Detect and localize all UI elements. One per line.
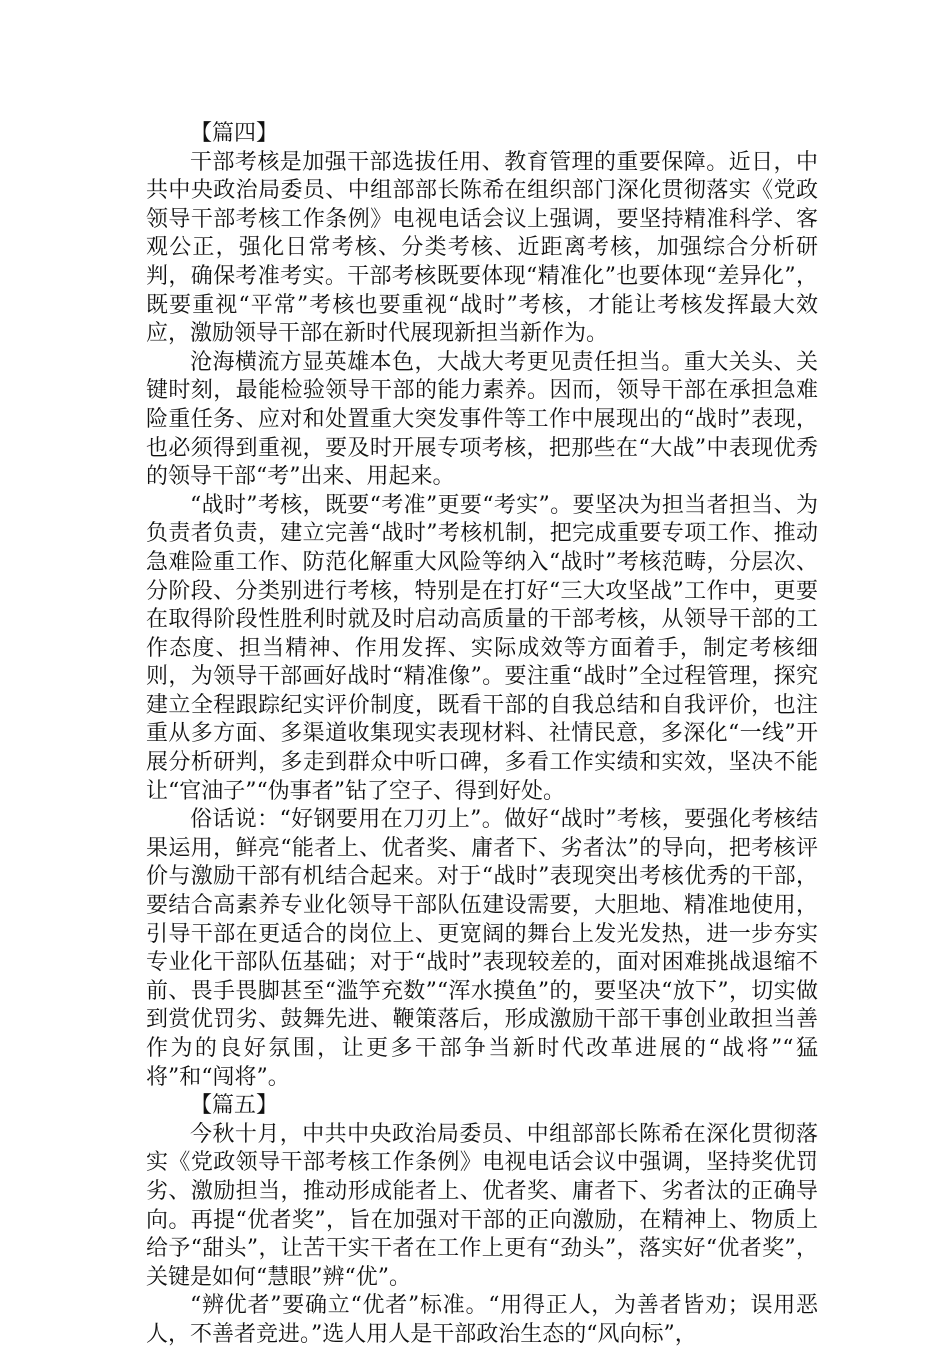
paragraph: 俗话说：“好钢要用在刀刃上”。做好“战时”考核，要强化考核结果运用，鲜亮“能者上、优者奖、庸者下、劣者汰”的导向，把考核评价与激励干部有机结合起来。对于“战时”表现突出考核优秀的干部，要结合高素养专业化领导干部队伍建设需要，大胆地、精准地使用，引导干部在更适合的岗位上、更宽阔的舞台上发光发热，进一步夯实专业化干部队伍基础；对于“战时”表现较差的，面对困难挑战退缩不前、畏手畏脚甚至“滥竽充数”“浑水摸鱼”的，要坚决“放下”，切实做到赏优罚劣、鼓舞先进、鞭策落后，形成激励干部干事创业敢担当善作为的良好氛围，让更多干部争当新时代改革进展的“战将”“猛将”和“闯将”。: [146, 807, 818, 1090]
paragraph: “辨优者”要确立“优者”标准。“用得正人，为善者皆劝；误用恶人，不善者竞进。”选人用人是干部政治生态的“风向标”，: [146, 1293, 818, 1347]
paragraph: 今秋十月，中共中央政治局委员、中组部部长陈希在深化贯彻落实《党政领导干部考核工作条例》电视电话会议中强调，坚持奖优罚劣、激励担当，推动形成能者上、优者奖、庸者下、劣者汰的正确导向。再提“优者奖”，旨在加强对干部的正向激励，在精神上、物质上给予“甜头”，让苦干实干者在工作上更有“劲头”，落实好“优者奖”，关键是如何“慧眼”辨“优”。: [146, 1121, 818, 1290]
document-page: [146, 120, 818, 1350]
section-heading: 【篇五】: [190, 1093, 279, 1119]
paragraph: “战时”考核，既要“考准”更要“考实”。要坚决为担当者担当、为负责者负责，建立完善“战时”考核机制，把完成重要专项工作、推动急难险重工作、防范化解重大风险等纳入“战时”考核范畴，分层次、分阶段、分类别进行考核，特别是在打好“三大攻坚战”工作中，更要在取得阶段性胜利时就及时启动高质量的干部考核，从领导干部的工作态度、担当精神、作用发挥、实际成效等方面着手，制定考核细则，为领导干部画好战时“精准像”。要注重“战时”全过程管理，探究建立全程跟踪纪实评价制度，既看干部的自我总结和自我评价，也注重从多方面、多渠道收集现实表现材料、社情民意，多深化“一线”开展分析研判，多走到群众中听口碑，多看工作实绩和实效，坚决不能让“官油子”“伪事者”钻了空子、得到好处。: [146, 492, 818, 804]
paragraph: 干部考核是加强干部选拔任用、教育管理的重要保障。近日，中共中央政治局委员、中组部部长陈希在组织部门深化贯彻落实《党政领导干部考核工作条例》电视电话会议上强调，要坚持精准科学、客观公正，强化日常考核、分类考核、近距离考核，加强综合分析研判，确保考准考实。干部考核既要体现“精准化”也要体现“差异化”，既要重视“平常”考核也要重视“战时”考核，才能让考核发挥最大效应，激励领导干部在新时代展现新担当新作为。: [146, 149, 818, 347]
section-heading: 【篇四】: [190, 121, 279, 146]
paragraph: 沧海横流方显英雄本色，大战大考更见责任担当。重大关头、关键时刻，最能检验领导干部的能力素养。因而，领导干部在承担急难险重任务、应对和处置重大突发事件等工作中展现出的“战时”表现，也必须得到重视，要及时开展专项考核，把那些在“大战”中表现优秀的领导干部“考”出来、用起来。: [146, 349, 818, 490]
